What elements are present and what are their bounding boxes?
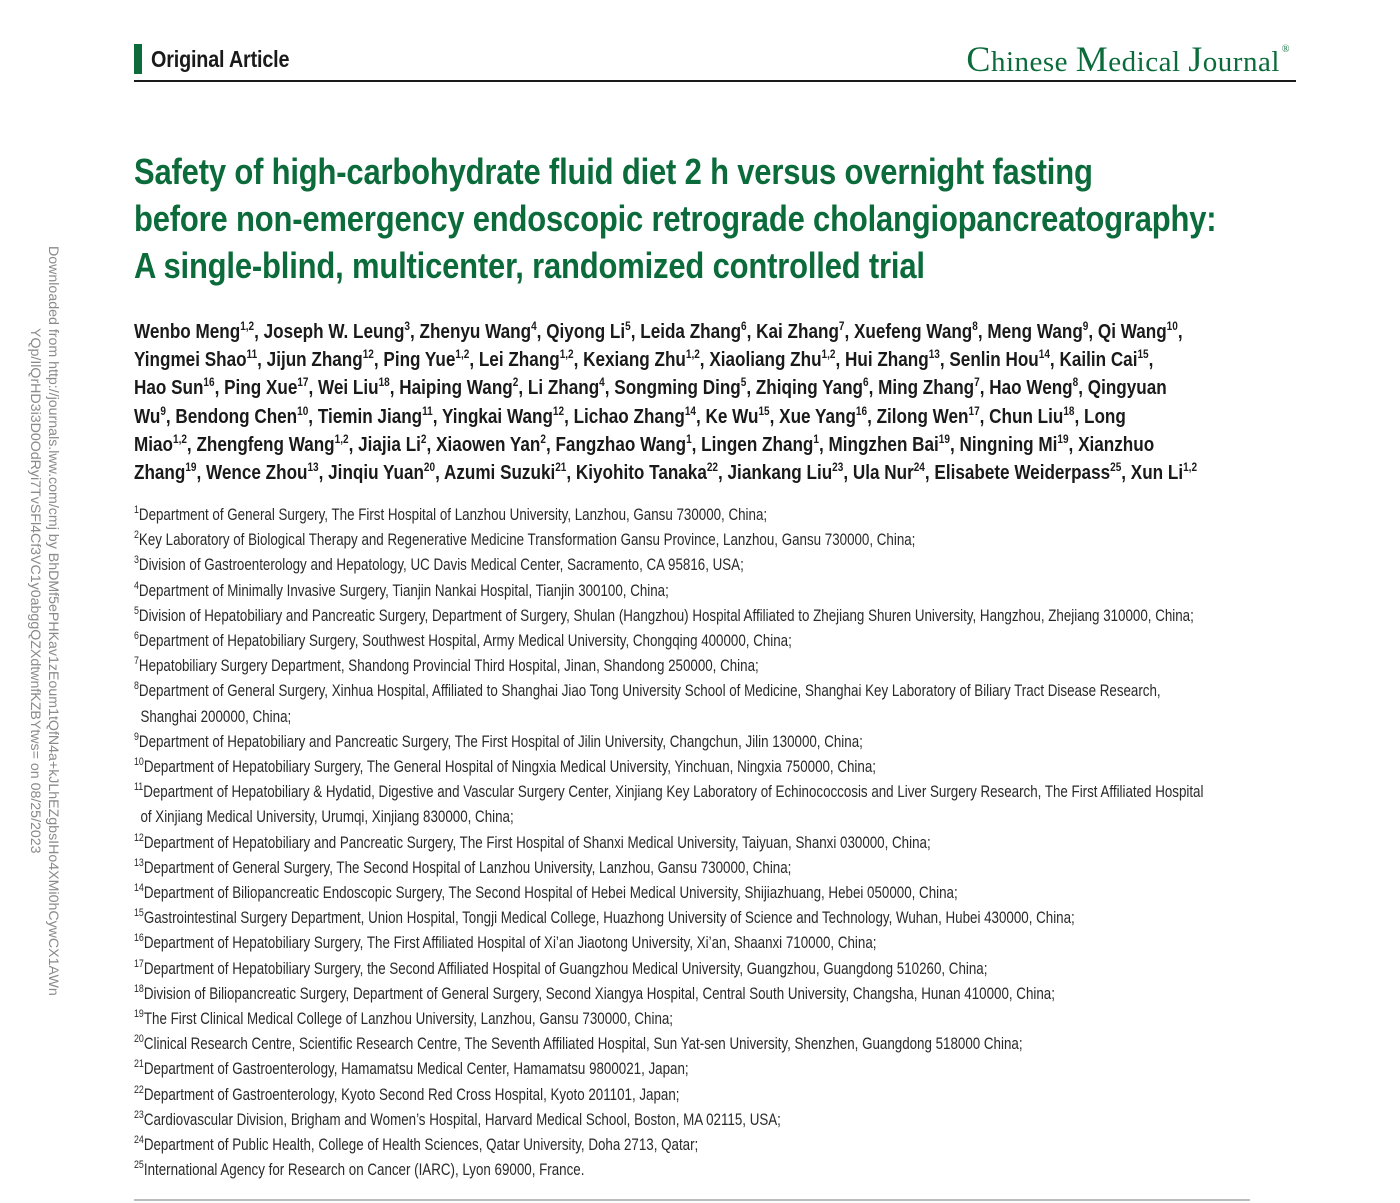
affiliation-text: Department of Gastroenterology, Kyoto Second Red Cross Hospital, Kyoto 201101, Japan; — [143, 1084, 680, 1104]
affiliation-item — [134, 678, 1301, 703]
affiliation-item — [134, 502, 1301, 527]
author-affiliation-ref: 1 — [813, 431, 819, 446]
author-name: Li Zhang — [527, 376, 600, 400]
affiliation-text: Department of Minimally Invasive Surgery, Tianjin Nankai Hospital, Tianjin 300100, China; — [138, 580, 669, 600]
author-affiliation-ref: 11 — [246, 347, 258, 362]
affiliation-item — [134, 1082, 1301, 1107]
author-name: Ming Zhang — [878, 376, 975, 400]
affiliation-text: Department of Biliopancreatic Endoscopic Surgery, The Second Hospital of Hebei Medical University, Shijiazhuang, Hebei 050000, China; — [143, 883, 958, 903]
journal-logo-m: M — [1075, 39, 1109, 79]
affiliation-number: 13 — [134, 856, 144, 869]
author-name: Qi Wang — [1097, 320, 1167, 343]
affiliation-item — [134, 956, 1301, 981]
affiliation-number: 8 — [134, 680, 139, 693]
author-name: Elisabete Weiderpass — [934, 461, 1111, 485]
author-affiliation-ref: 11 — [422, 403, 433, 418]
author-name: Kiyohito Tanaka — [575, 461, 707, 485]
author-affiliation-ref: 7 — [974, 375, 980, 390]
journal-logo-edical: edical — [1108, 46, 1189, 78]
author-affiliation-ref: 17 — [968, 403, 980, 418]
affiliation-item — [134, 578, 1301, 603]
author-affiliation-ref: 4 — [599, 375, 605, 390]
watermark-line-1: Downloaded from http://journals.lww.com/cmj by BhDMf5ePHKav1zEoum1tQfN4a+kJLhEZgbsIHo4XMi0hCywCX1AWn — [45, 246, 61, 996]
author-name: Joseph W. Leung — [263, 320, 405, 343]
author-name: Kai Zhang — [756, 320, 839, 343]
affiliation-item — [134, 1031, 1301, 1056]
author-affiliation-ref: 24 — [913, 460, 925, 475]
author-name: Wence Zhou — [206, 461, 308, 485]
author-name: Qingyuan — [1087, 376, 1167, 400]
author-affiliation-ref: 1,2 — [240, 319, 255, 333]
author-name: Zhenyu Wang — [419, 320, 532, 343]
author-affiliation-ref: 14 — [1038, 347, 1050, 362]
author-name: Mingzhen Bai — [828, 432, 939, 456]
author-list — [134, 318, 1253, 487]
author-name: Xue Yang — [779, 404, 856, 428]
affiliation-text-continued: Shanghai 200000, China; — [140, 706, 292, 726]
affiliation-number: 11 — [134, 781, 144, 794]
author-name: Xuefeng Wang — [854, 320, 973, 343]
author-name: Zhang — [134, 461, 186, 485]
author-affiliation-ref: 6 — [863, 375, 869, 390]
author-affiliation-ref: 7 — [838, 319, 845, 333]
affiliation-text: Department of Hepatobiliary Surgery, The General Hospital of Ningxia Medical University, Yinchuan, Ningxia 750000, China; — [143, 757, 876, 777]
affiliation-item — [134, 1056, 1301, 1081]
author-affiliation-ref: 23 — [832, 460, 844, 475]
author-name: Miao — [134, 432, 173, 456]
author-affiliation-ref: 1,2 — [172, 431, 187, 446]
author-affiliation-ref: 8 — [1072, 375, 1079, 390]
affiliation-text: Division of Gastroenterology and Hepatology, UC Davis Medical Center, Sacramento, CA 95816, USA; — [138, 555, 744, 575]
author-name: Jiankang Liu — [727, 461, 833, 485]
author-name: Ping Xue — [224, 376, 298, 400]
author-name: Jinqiu Yuan — [328, 461, 424, 485]
affiliation-item — [134, 527, 1301, 552]
affiliation-text: Key Laboratory of Biological Therapy and Regenerative Medicine Transformation Gansu Province, Lanzhou, Gansu 730000, China; — [138, 530, 916, 550]
affiliation-item — [134, 653, 1301, 678]
affiliation-item — [134, 930, 1301, 955]
affiliation-text: Department of Hepatobiliary Surgery, Southwest Hospital, Army Medical University, Chongqing 400000, China; — [138, 631, 792, 651]
author-affiliation-ref: 10 — [1166, 319, 1178, 333]
author-line: Wu$^9$, Bendong Chen$^{10}$, Tiemin Jiang$^{11}$, Yingkai Wang$^{12}$, Lichao Zhang$^{14}$, Ke Wu$^{15}$, Xue Yang$^{16}$, Zilong Wen$^{17}$, Chun Liu$^{18}$, Long — [134, 403, 1126, 428]
author-name: Ping Yue — [383, 348, 456, 372]
author-affiliation-ref: 10 — [297, 403, 309, 418]
author-name: Tiemin Jiang — [317, 404, 423, 428]
author-name: Wenbo Meng — [134, 320, 241, 343]
registered-mark-icon: ® — [1281, 44, 1290, 55]
affiliation-number: 4 — [134, 579, 139, 592]
author-affiliation-ref: 15 — [758, 403, 770, 418]
author-name: Hui Zhang — [845, 348, 929, 372]
author-name: Haiping Wang — [399, 376, 513, 400]
affiliation-number: 24 — [134, 1134, 144, 1147]
author-name: Yingkai Wang — [441, 404, 553, 428]
affiliation-text: The First Clinical Medical College of Lanzhou University, Lanzhou, Gansu 730000, China; — [143, 1009, 674, 1029]
journal-logo — [966, 38, 1290, 80]
affiliation-number: 6 — [134, 630, 139, 643]
journal-logo-ournal: ournal — [1202, 46, 1280, 78]
author-name: Ningning Mi — [959, 432, 1058, 456]
author-name: Wei Liu — [318, 376, 379, 400]
affiliation-text: Gastrointestinal Surgery Department, Union Hospital, Tongji Medical College, Huazhong University of Science and Technology, Wuhan, Hubei 430000, China; — [143, 908, 1075, 928]
author-affiliation-ref: 1,2 — [685, 347, 700, 362]
author-name: Zhengfeng Wang — [196, 432, 335, 456]
affiliation-number: 7 — [134, 655, 139, 668]
author-name: Senlin Hou — [949, 348, 1039, 372]
affiliation-list — [134, 502, 1301, 1182]
author-name: Chun Liu — [989, 404, 1064, 428]
author-affiliation-ref: 19 — [185, 460, 197, 475]
author-affiliation-ref: 5 — [740, 375, 747, 390]
author-line: Wenbo Meng$^{1,2}$, Joseph W. Leung$^3$, Zhenyu Wang$^4$, Qiyong Li$^5$, Leida Zhang$^6$, Kai Zhang$^7$, Xuefeng Wang$^8$, Meng Wang$^9$, Qi Wang$^{10}$, — [134, 319, 1183, 343]
author-name: Leida Zhang — [640, 320, 742, 343]
author-name: Kexiang Zhu — [583, 348, 686, 372]
author-affiliation-ref: 25 — [1110, 460, 1122, 475]
title-line: Safety of high-carbohydrate fluid diet 2 h versus overnight fasting — [134, 151, 1093, 192]
author-name: Hao Weng — [989, 376, 1073, 400]
author-affiliation-ref: 1 — [686, 431, 692, 446]
affiliation-number: 17 — [134, 957, 144, 970]
author-affiliation-ref: 22 — [706, 460, 719, 475]
affiliation-number: 20 — [134, 1033, 144, 1046]
affiliation-item — [134, 754, 1301, 779]
article-title — [134, 148, 1217, 289]
affiliation-number: 12 — [134, 831, 144, 844]
author-name: Fangzhao Wang — [555, 432, 687, 456]
author-name: Xiaoliang Zhu — [709, 348, 822, 372]
title-line: before non-emergency endoscopic retrograde cholangiopancreatography: — [134, 198, 1217, 239]
author-name: Meng Wang — [987, 320, 1083, 343]
author-affiliation-ref: 13 — [307, 460, 319, 475]
affiliation-item — [134, 981, 1301, 1006]
author-affiliation-ref: 18 — [1063, 403, 1075, 418]
author-name: Kailin Cai — [1059, 348, 1138, 372]
affiliation-number: 9 — [134, 730, 139, 743]
author-name: Zilong Wen — [876, 404, 969, 428]
author-affiliation-ref: 16 — [203, 375, 215, 390]
affiliation-item — [134, 880, 1301, 905]
affiliation-text: Department of General Surgery, The Second Hospital of Lanzhou University, Lanzhou, Gansu 730000, China; — [143, 857, 792, 877]
affiliation-item — [134, 628, 1301, 653]
affiliation-item — [134, 905, 1301, 930]
article-type-label — [134, 44, 312, 74]
journal-logo-j: J — [1188, 39, 1203, 79]
author-affiliation-ref: 14 — [684, 403, 697, 418]
affiliation-number: 5 — [134, 604, 139, 617]
author-name: Bendong Chen — [175, 404, 298, 428]
author-affiliation-ref: 1,2 — [821, 347, 836, 362]
affiliation-number: 19 — [134, 1008, 144, 1021]
author-affiliation-ref: 16 — [855, 403, 868, 418]
author-affiliation-ref: 9 — [1082, 319, 1089, 333]
author-name: Long — [1084, 404, 1126, 428]
affiliation-item — [134, 603, 1301, 628]
author-affiliation-ref: 21 — [555, 460, 567, 475]
author-affiliation-ref: 12 — [362, 347, 374, 362]
affiliation-number: 21 — [134, 1058, 144, 1071]
author-name: Qiyong Li — [546, 320, 626, 343]
affiliation-text: Division of Hepatobiliary and Pancreatic Surgery, Department of Surgery, Shulan (Hangzhou) Hospital Affiliated to Zhejiang Shuren University, Hangzhou, Zhejiang 310000, China; — [138, 605, 1194, 625]
author-affiliation-ref: 8 — [972, 319, 978, 333]
affiliation-item — [134, 855, 1301, 880]
affiliation-text: Department of Hepatobiliary and Pancreatic Surgery, The First Hospital of Jilin University, Changchun, Jilin 130000, China; — [138, 731, 863, 751]
watermark-line-2: YQp/IlQrHD3i3D0OdRyi7TvSFl4Cf3VC1y0abggQZXdtwnfKZBYtws= on 08/25/2023 — [27, 328, 43, 854]
author-name: Xiaowen Yan — [436, 432, 541, 456]
author-affiliation-ref: 1,2 — [334, 431, 349, 446]
author-name: Xianzhuo — [1078, 432, 1155, 456]
author-line: Miao$^{1,2}$, Zhengfeng Wang$^{1,2}$, Jiajia Li$^2$, Xiaowen Yan$^2$, Fangzhao Wang$^1$, Lingen Zhang$^1$, Mingzhen Bai$^{19}$, Ningning Mi$^{19}$, Xianzhuo — [134, 431, 1155, 456]
download-watermark — [22, 246, 62, 1086]
author-affiliation-ref: 1,2 — [559, 347, 574, 362]
author-name: Lingen Zhang — [701, 432, 814, 456]
author-affiliation-ref: 2 — [420, 431, 427, 446]
author-affiliation-ref: 3 — [404, 319, 410, 333]
affiliation-number: 2 — [134, 529, 139, 542]
affiliation-text: Department of General Surgery, Xinhua Hospital, Affiliated to Shanghai Jiao Tong University School of Medicine, Shanghai Key Laboratory of Biliary Tract Disease Research, — [138, 681, 1161, 701]
affiliation-number: 18 — [134, 982, 144, 995]
affiliation-text: Department of Hepatobiliary Surgery, the Second Affiliated Hospital of Guangzhou Medical University, Guangzhou, Guangdong 510260, China; — [143, 958, 988, 978]
page-header — [134, 38, 1296, 82]
author-affiliation-ref: 15 — [1137, 347, 1149, 362]
author-affiliation-ref: 1,2 — [455, 347, 470, 362]
author-name: Songming Ding — [614, 376, 741, 400]
affiliation-text: Department of Public Health, College of Health Sciences, Qatar University, Doha 2713, Qatar; — [143, 1135, 699, 1155]
author-name: Ke Wu — [705, 404, 759, 428]
affiliation-text-continued: of Xinjiang Medical University, Urumqi, Xinjiang 830000, China; — [140, 807, 514, 827]
affiliation-item — [134, 779, 1301, 804]
author-name: Lichao Zhang — [573, 404, 685, 428]
author-name: Yingmei Shao — [134, 348, 247, 372]
author-affiliation-ref: 17 — [297, 375, 309, 390]
author-name: Xun Li — [1130, 461, 1184, 485]
affiliation-number: 15 — [134, 907, 144, 920]
affiliation-text: Department of Gastroenterology, Hamamatsu Medical Center, Hamamatsu 9800021, Japan; — [143, 1059, 689, 1079]
affiliation-item — [134, 1132, 1301, 1157]
author-affiliation-ref: 5 — [625, 319, 631, 333]
affiliation-number: 22 — [134, 1083, 144, 1096]
affiliation-item — [134, 830, 1301, 855]
affiliation-item — [134, 1107, 1301, 1132]
affiliation-number: 25 — [134, 1159, 144, 1172]
author-name: Wu — [134, 404, 161, 428]
author-name: Hao Sun — [134, 376, 204, 400]
author-name: Ula Nur — [852, 461, 914, 485]
affiliation-text: Department of Hepatobiliary Surgery, The First Affiliated Hospital of Xi’an Jiaotong University, Xi’an, Shaanxi 710000, China; — [143, 933, 877, 953]
author-name: Lei Zhang — [478, 348, 560, 372]
author-name: Jiajia Li — [358, 432, 421, 456]
article-type-text: Original Article — [151, 45, 290, 72]
affiliation-text: Department of Hepatobiliary & Hydatid, Digestive and Vascular Surgery Center, Xinjiang Key Laboratory of Echinococcosis and Liver Surgery Research, The First Affiliated Hospital — [143, 782, 1204, 802]
author-line: Yingmei Shao$^{11}$, Jijun Zhang$^{12}$, Ping Yue$^{1,2}$, Lei Zhang$^{1,2}$, Kexiang Zhu$^{1,2}$, Xiaoliang Zhu$^{1,2}$, Hui Zhang$^{13}$, Senlin Hou$^{14}$, Kailin Cai$^{15}$, — [134, 347, 1154, 372]
footer-divider — [134, 1199, 1250, 1201]
journal-logo-hinese: hinese — [990, 46, 1076, 78]
article-type-marker — [134, 44, 142, 74]
author-line: Zhang$^{19}$, Wence Zhou$^{13}$, Jinqiu Yuan$^{20}$, Azumi Suzuki$^{21}$, Kiyohito Tanaka$^{22}$, Jiankang Liu$^{23}$, Ula Nur$^{24}$, Elisabete Weiderpass$^{25}$, Xun Li$^{1,2}$ — [134, 460, 1198, 485]
affiliation-number: 1 — [134, 504, 139, 516]
author-name: Jijun Zhang — [266, 348, 363, 372]
author-affiliation-ref: 2 — [540, 431, 546, 446]
title-line: A single-blind, multicenter, randomized controlled trial — [134, 245, 925, 286]
author-affiliation-ref: 12 — [552, 403, 565, 418]
author-affiliation-ref: 4 — [531, 319, 537, 333]
author-affiliation-ref: 1,2 — [1183, 460, 1198, 475]
affiliation-text: Department of Hepatobiliary and Pancreatic Surgery, The First Hospital of Shanxi Medical University, Taiyuan, Shanxi 030000, China; — [143, 832, 931, 852]
affiliation-text: Clinical Research Centre, Scientific Research Centre, The Seventh Affiliated Hospital, Sun Yat-sen University, Shenzhen, Guangdong 518000 China; — [143, 1034, 1023, 1054]
author-line: Hao Sun$^{16}$, Ping Xue$^{17}$, Wei Liu$^{18}$, Haiping Wang$^2$, Li Zhang$^4$, Songming Ding$^5$, Zhiqing Yang$^6$, Ming Zhang$^7$, Hao Weng$^8$, Qingyuan — [134, 375, 1167, 400]
journal-logo-c: C — [966, 39, 991, 79]
affiliation-item — [134, 729, 1301, 754]
affiliation-number: 23 — [134, 1108, 144, 1121]
affiliation-item — [134, 1006, 1301, 1031]
affiliation-number: 3 — [134, 554, 139, 567]
author-name: Azumi Suzuki — [443, 461, 556, 485]
author-affiliation-ref: 19 — [938, 431, 950, 446]
affiliation-text: Division of Biliopancreatic Surgery, Department of General Surgery, Second Xiangya Hospital, Central South University, Changsha, Hunan 410000, China; — [143, 983, 1055, 1003]
affiliation-item — [134, 1157, 1301, 1182]
author-affiliation-ref: 20 — [423, 460, 436, 475]
affiliation-text: Department of General Surgery, The First Hospital of Lanzhou University, Lanzhou, Gansu 730000, China; — [138, 505, 768, 524]
author-affiliation-ref: 2 — [512, 375, 519, 390]
author-name: Zhiqing Yang — [755, 376, 864, 400]
affiliation-item — [134, 552, 1301, 577]
affiliation-number: 10 — [134, 756, 144, 769]
author-affiliation-ref: 18 — [378, 375, 390, 390]
affiliation-text: International Agency for Research on Cancer (IARC), Lyon 69000, France. — [143, 1160, 585, 1180]
affiliation-number: 16 — [134, 932, 144, 945]
affiliation-number: 14 — [134, 882, 144, 895]
affiliation-text: Hepatobiliary Surgery Department, Shandong Provincial Third Hospital, Jinan, Shandong 250000, China; — [138, 656, 759, 676]
author-affiliation-ref: 9 — [160, 403, 166, 418]
author-affiliation-ref: 6 — [741, 319, 747, 333]
affiliation-text: Cardiovascular Division, Brigham and Women’s Hospital, Harvard Medical School, Boston, MA 02115, USA; — [143, 1109, 781, 1129]
author-affiliation-ref: 19 — [1057, 431, 1069, 446]
author-affiliation-ref: 13 — [928, 347, 940, 362]
